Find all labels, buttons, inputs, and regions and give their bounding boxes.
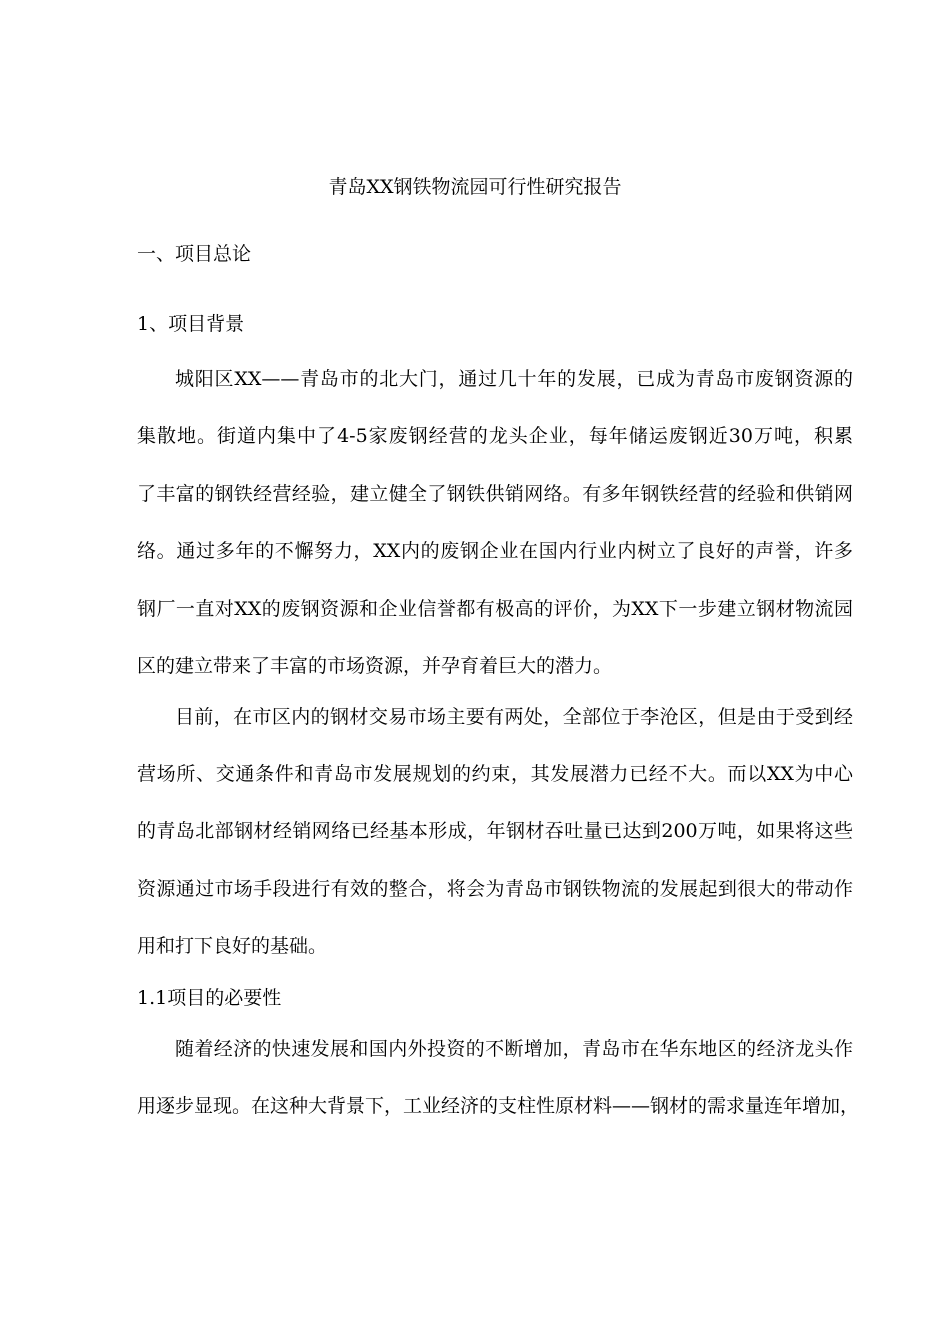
paragraph-line: 营场所、交通条件和青岛市发展规划的约束，其发展潜力已经不大。而以XX为中心 — [137, 763, 853, 785]
paragraph-line: 城阳区XX——青岛市的北大门，通过几十年的发展，已成为青岛市废钢资源的 — [175, 368, 853, 390]
paragraph-line: 用和打下良好的基础。 — [137, 935, 328, 957]
paragraph-line: 随着经济的快速发展和国内外投资的不断增加，青岛市在华东地区的经济龙头作 — [175, 1038, 853, 1060]
subsection-heading: 1、项目背景 — [137, 313, 245, 335]
paragraph-line: 的青岛北部钢材经销网络已经基本形成，年钢材吞吐量已达到200万吨，如果将这些 — [137, 820, 853, 842]
paragraph-line: 钢厂一直对XX的废钢资源和企业信誉都有极高的评价，为XX下一步建立钢材物流园 — [137, 598, 853, 620]
paragraph-line: 区的建立带来了丰富的市场资源，并孕育着巨大的潜力。 — [137, 655, 613, 677]
paragraph-line: 资源通过市场手段进行有效的整合，将会为青岛市钢铁物流的发展起到很大的带动作 — [137, 878, 853, 900]
paragraph-line: 目前，在市区内的钢材交易市场主要有两处，全部位于李沧区，但是由于受到经 — [175, 706, 853, 728]
section-heading: 一、项目总论 — [137, 243, 252, 265]
subsection-heading: 1.1项目的必要性 — [137, 987, 282, 1009]
paragraph-line: 用逐步显现。在这种大背景下，工业经济的支柱性原材料——钢材的需求量连年增加， — [137, 1095, 860, 1117]
paragraph-line: 了丰富的钢铁经营经验，建立健全了钢铁供销网络。有多年钢铁经营的经验和供销网 — [137, 483, 853, 505]
paragraph-line: 络。通过多年的不懈努力，XX内的废钢企业在国内行业内树立了良好的声誉，许多 — [137, 540, 853, 562]
paragraph-line: 集散地。街道内集中了4-5家废钢经营的龙头企业，每年储运废钢近30万吨，积累 — [137, 425, 853, 447]
document-title: 青岛XX钢铁物流园可行性研究报告 — [328, 176, 622, 198]
